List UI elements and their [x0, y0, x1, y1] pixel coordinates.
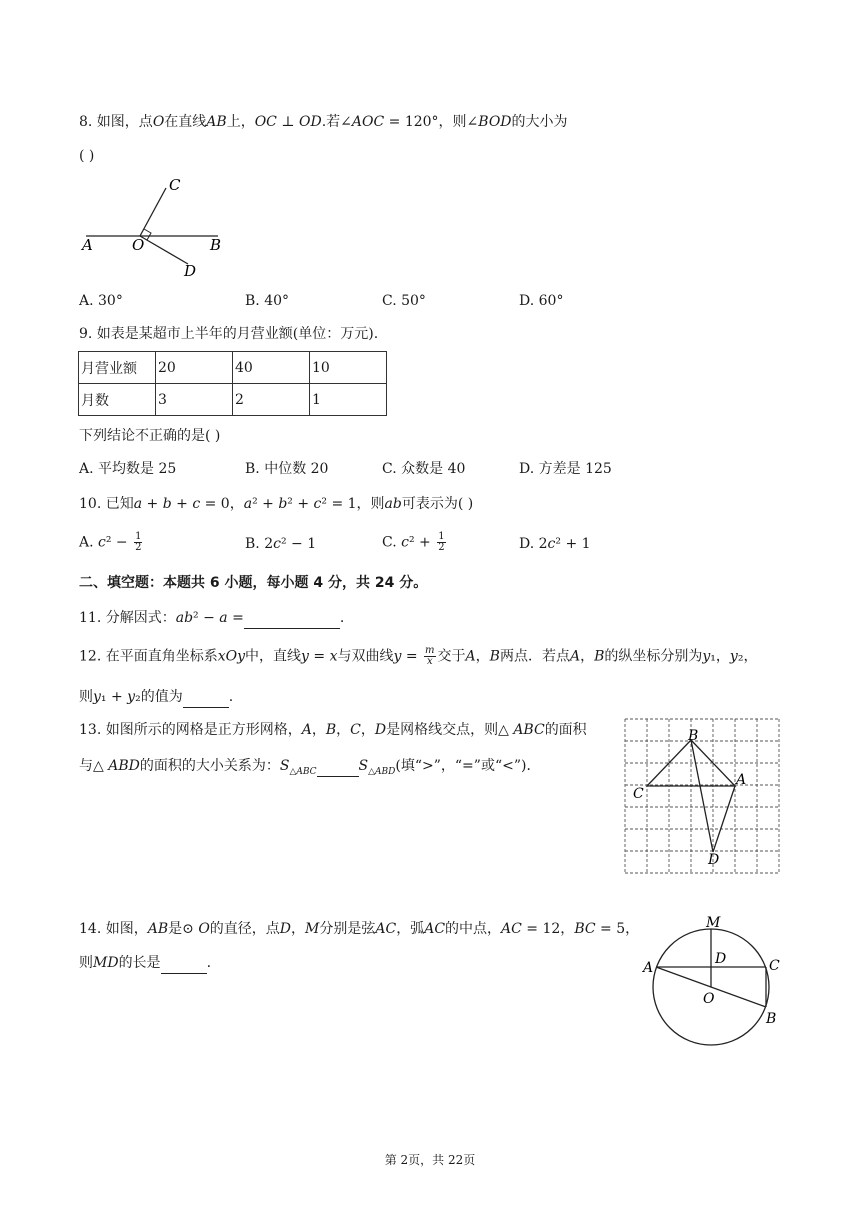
q8-paren: ( ) [79, 148, 95, 164]
q8-option-a: A. 30° [79, 293, 123, 309]
q13-label-d: D [708, 852, 720, 868]
q14-label-b: B [766, 1011, 777, 1027]
q9-option-d: D. 方差是 125 [519, 461, 612, 477]
q9-stem: 9. 如表是某超市上半年的月营业额(单位：万元). [79, 326, 379, 342]
q14-label-a: A [643, 960, 654, 976]
q10-stem: 10. 已知a + b + c = 0，a² + b² + c² = 1，则ab可表示为( ) [79, 496, 474, 512]
q8-option-c: C. 50° [382, 293, 426, 309]
table-cell: 10 [310, 352, 387, 384]
q10-option-b: B. 2c² − 1 [245, 536, 317, 552]
q14-label-o: O [703, 991, 715, 1007]
q8-figure [78, 172, 238, 284]
table-cell: 月数 [79, 384, 156, 416]
q13-line2: 与△ ABD的面积的大小关系为：$S_{\triangle ABC}$ $S_{\triangle ABD}$(填“>”，“=”或“<”)． [79, 758, 541, 777]
q14-line1: 14. 如图，AB是⊙ O的直径，点D，M分别是弦AC，弧AC的中点，AC = 12，BC = 5， [79, 921, 640, 937]
q10-option-a: A. c² − $\frac{1}{2}$ [79, 531, 142, 553]
q9-prompt: 下列结论不正确的是( ) [79, 428, 221, 444]
q13-label-a: A [736, 772, 747, 788]
q13-label-c: C [633, 786, 644, 802]
q13-line1: 13. 如图所示的网格是正方形网格，A，B，C，D是网格线交点，则△ ABC的面积 [79, 722, 587, 738]
q14-label-d: D [715, 951, 727, 967]
table-cell: 3 [156, 384, 233, 416]
q14-label-m: M [706, 915, 721, 931]
q8-stem: 8. 如图，点O在直线AB上，OC ⊥ OD.若∠AOC = 120°，则∠BOD的大小为 [79, 114, 568, 130]
q9-option-b: B. 中位数 20 [245, 461, 329, 477]
q8-label-c: C [169, 176, 181, 194]
q12-line2: 则y₁ + y₂的值为 . [79, 687, 233, 708]
answer-blank [317, 756, 359, 777]
q11-stem: 11. 分解因式：ab² − a = . [79, 608, 344, 629]
q9-option-a: A. 平均数是 25 [79, 461, 177, 477]
q13-grid-figure [624, 718, 780, 874]
answer-blank [161, 953, 207, 974]
section-heading: 二、填空题：本题共 6 小题，每小题 4 分，共 24 分。 [79, 575, 428, 591]
table-cell: 40 [233, 352, 310, 384]
table-row [79, 352, 387, 384]
table-cell: 1 [310, 384, 387, 416]
q10-option-d: D. 2c² + 1 [519, 536, 591, 552]
q14-line2: 则MD的长是 . [79, 953, 211, 974]
q8-option-d: D. 60° [519, 293, 564, 309]
table-row [79, 384, 387, 416]
q8-label-b: B [210, 236, 222, 254]
q8-label-a: A [82, 236, 93, 254]
table-cell: 2 [233, 384, 310, 416]
q13-label-b: B [688, 728, 699, 744]
q8-label-o: O [132, 236, 145, 254]
table-cell: 20 [156, 352, 233, 384]
q8-label-d: D [184, 262, 197, 280]
answer-blank [244, 608, 340, 629]
q14-circle-figure [640, 910, 790, 1058]
answer-blank [183, 687, 229, 708]
q9-table [78, 351, 387, 416]
q12-line1: 12. 在平面直角坐标系xOy中，直线y = x与双曲线y = $\frac{m}{x}$ 交于A，B两点．若点A，B的纵坐标分别为y₁，y₂， [79, 645, 758, 667]
table-cell: 月营业额 [79, 352, 156, 384]
q14-label-c: C [769, 958, 780, 974]
page-footer: 第 2页，共 22页 [384, 1153, 476, 1167]
q9-option-c: C. 众数是 40 [382, 461, 466, 477]
q10-option-c: C. c² + $\frac{1}{2}$ [382, 531, 445, 553]
q8-option-b: B. 40° [245, 293, 290, 309]
